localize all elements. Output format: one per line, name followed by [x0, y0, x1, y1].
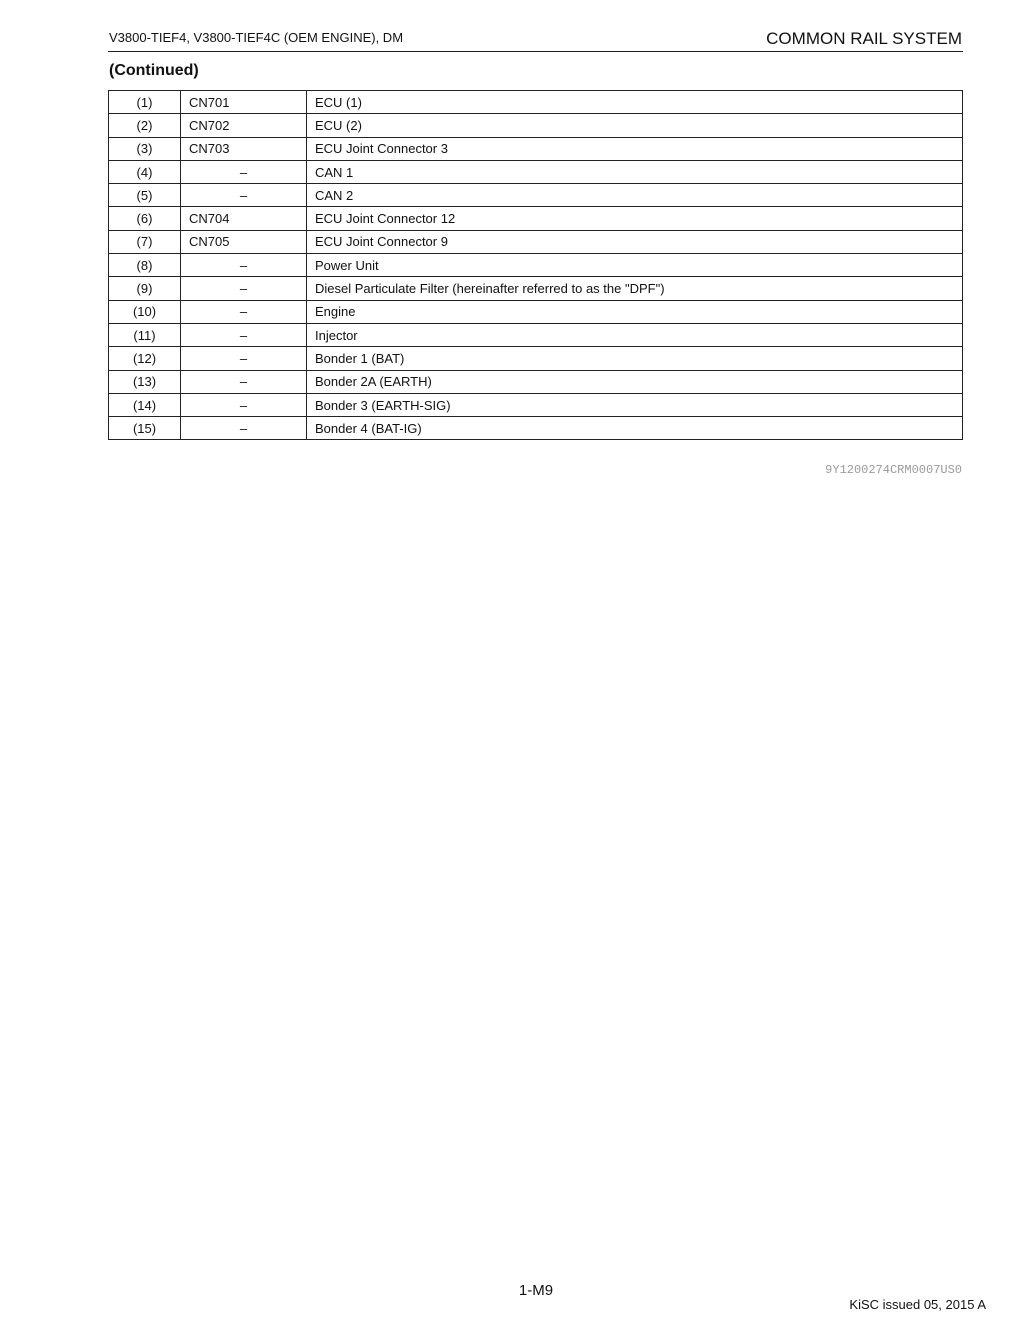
- connector-code: –: [181, 277, 307, 300]
- part-name: ECU Joint Connector 9: [307, 230, 963, 253]
- section-title: (Continued): [109, 62, 199, 79]
- header-section-title: COMMON RAIL SYSTEM: [766, 29, 962, 48]
- item-number: (8): [109, 254, 181, 277]
- parts-table: [108, 90, 963, 440]
- table-row: [109, 277, 963, 300]
- item-number: (15): [109, 417, 181, 440]
- part-name: Engine: [307, 300, 963, 323]
- table-row: [109, 323, 963, 346]
- part-name: ECU Joint Connector 12: [307, 207, 963, 230]
- item-number: (4): [109, 160, 181, 183]
- page-number: 1-M9: [518, 1282, 554, 1299]
- item-number: (10): [109, 300, 181, 323]
- table-row: [109, 137, 963, 160]
- item-number: (14): [109, 393, 181, 416]
- part-name: ECU (2): [307, 114, 963, 137]
- item-number: (5): [109, 184, 181, 207]
- connector-code: –: [181, 347, 307, 370]
- part-name: CAN 2: [307, 184, 963, 207]
- connector-code: –: [181, 160, 307, 183]
- part-name: Bonder 4 (BAT-IG): [307, 417, 963, 440]
- part-name: CAN 1: [307, 160, 963, 183]
- table-row: [109, 184, 963, 207]
- connector-code: CN704: [181, 207, 307, 230]
- connector-code: –: [181, 393, 307, 416]
- table-row: [109, 91, 963, 114]
- header-model-title: V3800-TIEF4, V3800-TIEF4C (OEM ENGINE), DM: [109, 30, 404, 45]
- item-number: (1): [109, 91, 181, 114]
- connector-code: –: [181, 254, 307, 277]
- header-divider: [108, 51, 963, 52]
- part-name: Power Unit: [307, 254, 963, 277]
- table-row: [109, 347, 963, 370]
- part-name: Bonder 2A (EARTH): [307, 370, 963, 393]
- document-code: 9Y1200274CRM0007US0: [825, 463, 962, 477]
- part-name: ECU Joint Connector 3: [307, 137, 963, 160]
- connector-code: –: [181, 370, 307, 393]
- table-row: [109, 300, 963, 323]
- item-number: (9): [109, 277, 181, 300]
- part-name: Diesel Particulate Filter (hereinafter referred to as the "DPF"): [307, 277, 963, 300]
- part-name: ECU (1): [307, 91, 963, 114]
- connector-code: –: [181, 417, 307, 440]
- part-name: Bonder 1 (BAT): [307, 347, 963, 370]
- table-row: [109, 254, 963, 277]
- table-row: [109, 417, 963, 440]
- table-row: [109, 160, 963, 183]
- table-row: [109, 393, 963, 416]
- item-number: (6): [109, 207, 181, 230]
- part-name: Injector: [307, 323, 963, 346]
- item-number: (13): [109, 370, 181, 393]
- connector-code: –: [181, 300, 307, 323]
- table-row: [109, 114, 963, 137]
- connector-code: CN702: [181, 114, 307, 137]
- table-row: [109, 207, 963, 230]
- item-number: (12): [109, 347, 181, 370]
- connector-code: CN703: [181, 137, 307, 160]
- connector-code: CN701: [181, 91, 307, 114]
- parts-table-body: [109, 91, 963, 440]
- issue-note: KiSC issued 05, 2015 A: [849, 1297, 986, 1312]
- item-number: (3): [109, 137, 181, 160]
- table-row: [109, 230, 963, 253]
- item-number: (2): [109, 114, 181, 137]
- item-number: (11): [109, 323, 181, 346]
- item-number: (7): [109, 230, 181, 253]
- connector-code: CN705: [181, 230, 307, 253]
- table-row: [109, 370, 963, 393]
- connector-code: –: [181, 323, 307, 346]
- part-name: Bonder 3 (EARTH-SIG): [307, 393, 963, 416]
- connector-code: –: [181, 184, 307, 207]
